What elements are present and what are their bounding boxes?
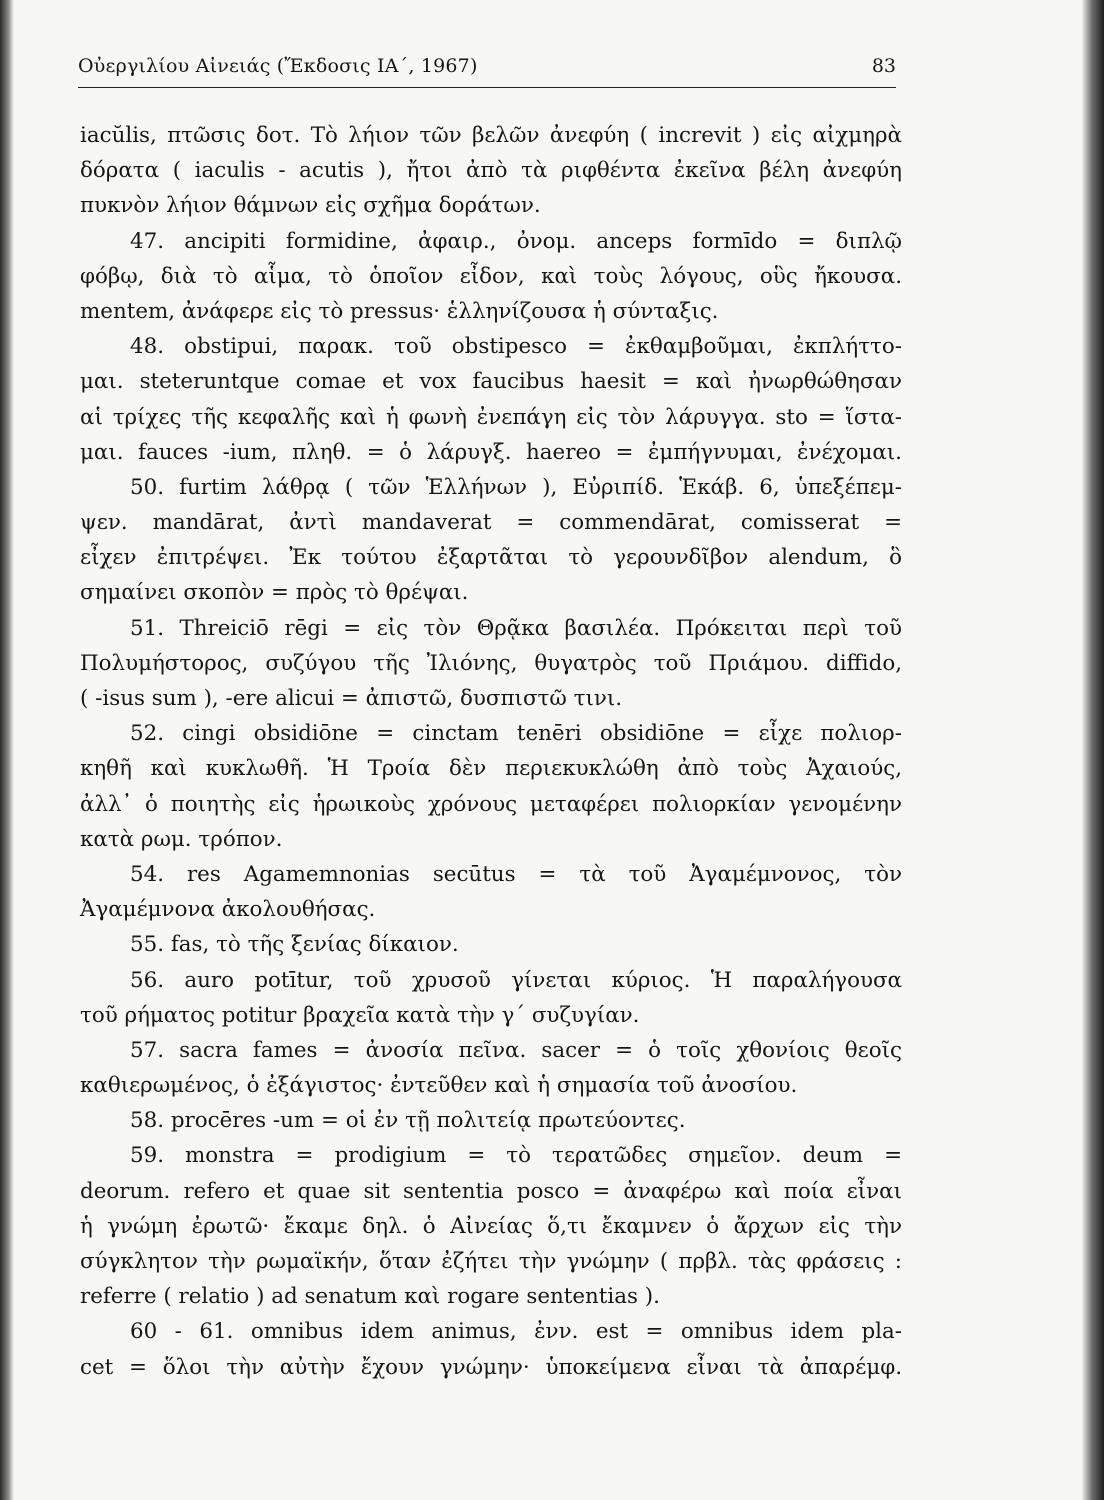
text-line: 58. procēres -um = οἱ ἐν τῇ πολιτείᾳ πρωτεύοντες. — [130, 1108, 686, 1134]
text-line: 56. auro potītur, τοῦ χρυσοῦ γίνεται κύριος. Ἡ παραλήγουσα — [130, 967, 902, 993]
page-number: 83 — [871, 55, 896, 77]
running-header — [78, 55, 896, 85]
header-rule — [78, 87, 896, 88]
text-line: φόβῳ, διὰ τὸ αἷμα, τὸ ὁποῖον εἶδον, καὶ τοὺς λόγους, οὓς ἤκουσα. — [80, 263, 902, 289]
page-right-edge-shadow — [1082, 0, 1104, 1500]
text-line: πυκνὸν λήιον θάμνων εἰς σχῆμα δοράτων. — [80, 193, 541, 219]
text-line: αἱ τρίχες τῆς κεφαλῆς καὶ ἡ φωνὴ ἐνεπάγη εἰς τὸν λάρυγγα. sto = ἵστα- — [80, 404, 902, 430]
text-line: cet = ὅλοι τὴν αὐτὴν ἔχουν γνώμην· ὑποκείμενα εἶναι τὰ ἀπαρέμφ. — [80, 1354, 902, 1380]
text-line: σύγκλητον τὴν ρωμαϊκήν, ὅταν ἐζήτει τὴν γνώμην ( πρβλ. τὰς φράσεις : — [80, 1249, 902, 1274]
text-line: ἀλλ᾽ ὁ ποιητὴς εἰς ἡρωικοὺς χρόνους μεταφέρει πολιορκίαν γενομένην — [80, 791, 902, 817]
text-line: 47. ancipiti formidine, ἀφαιρ., ὀνομ. anceps formīdo = διπλῷ — [130, 228, 902, 254]
text-line: mentem, ἀνάφερε εἰς τὸ pressus· ἑλληνίζουσα ἡ σύνταξις. — [80, 298, 719, 324]
commentary-text — [80, 118, 902, 1385]
text-line: 52. cingi obsidiōne = cinctam tenēri obsidiōne = εἶχε πολιορ- — [130, 721, 902, 747]
text-line: deorum. refero et quae sit sententia posco = ἀναφέρω καὶ ποία εἶναι — [80, 1178, 902, 1204]
text-line: 54. res Agamemnonias secūtus = τὰ τοῦ Ἀγαμέμνονος, τὸν — [130, 861, 902, 887]
text-line: δόρατα ( iaculis - acutis ), ἤτοι ἀπὸ τὰ ριφθέντα ἐκεῖνα βέλη ἀνεφύη — [80, 158, 902, 184]
text-line: εἶχεν ἐπιτρέψει. Ἐκ τούτου ἐξαρτᾶται τὸ γερουνδῖβον alendum, ὃ — [80, 545, 902, 571]
page-left-edge-shadow — [0, 0, 14, 1500]
text-line: 51. Threiciō rēgi = εἰς τὸν Θρᾷκα βασιλέα. Πρόκειται περὶ τοῦ — [130, 615, 902, 641]
text-line: ψεν. mandārat, ἀντὶ mandaverat = commendārat, comisserat = — [80, 510, 902, 536]
text-line: μαι. fauces -ium, πληθ. = ὁ λάρυγξ. haereo = ἐμπήγνυμαι, ἐνέχομαι. — [80, 439, 902, 465]
running-title: Οὐεργιλίου Αἰνειάς (Ἔκδοσις ΙΑ΄, 1967) — [78, 55, 478, 77]
text-line: κηθῆ καὶ κυκλωθῆ. Ἡ Τροία δὲν περιεκυκλώθη ἀπὸ τοὺς Ἀχαιούς, — [80, 756, 902, 782]
text-line: ἡ γνώμη ἐρωτῶ· ἔκαμε δηλ. ὁ Αἰνείας ὅ,τι ἔκαμνεν ὁ ἄρχων εἰς τὴν — [80, 1213, 902, 1239]
text-line: 48. obstipui, παρακ. τοῦ obstipesco = ἐκθαμβοῦμαι, ἐκπλήττο- — [130, 334, 902, 360]
text-line: κατὰ ρωμ. τρόπον. — [80, 826, 283, 852]
text-line: τοῦ ρήματος potitur βραχεῖα κατὰ τὴν γ΄ συζυγίαν. — [80, 1002, 640, 1028]
text-line: σημαίνει σκοπὸν = πρὸς τὸ θρέψαι. — [80, 580, 469, 606]
text-line: Πολυμήστορος, συζύγου τῆς Ἰλιόνης, θυγατρὸς τοῦ Πριάμου. diffido, — [80, 650, 902, 676]
text-line: μαι. steteruntque comae et vox faucibus haesit = καὶ ἠνωρθώθησαν — [80, 369, 902, 395]
text-line: 50. furtim λάθρᾳ ( τῶν Ἑλλήνων ), Εὐριπίδ. Ἑκάβ. 6, ὑπεξέπεμ- — [130, 474, 902, 500]
text-line: 57. sacra fames = ἀνοσία πεῖνα. sacer = ὁ τοῖς χθονίοις θεοῖς — [130, 1037, 902, 1063]
text-line: ( -isus sum ), -ere alicui = ἀπιστῶ, δυσπιστῶ τινι. — [80, 686, 623, 711]
text-line: 60 - 61. omnibus idem animus, ἐνν. est = omnibus idem pla- — [130, 1319, 902, 1345]
text-line: iacŭlis, πτῶσις δοτ. Τὸ λήιον τῶν βελῶν ἀνεφύη ( increvit ) εἰς αἰχμηρὰ — [80, 123, 902, 148]
text-line: 55. fas, τὸ τῆς ξενίας δίκαιον. — [130, 932, 459, 958]
text-line: Ἀγαμέμνονα ἀκολουθήσας. — [80, 897, 376, 923]
text-line: 59. monstra = prodigium = τὸ τερατῶδες σημεῖον. deum = — [130, 1143, 902, 1169]
text-line: referre ( relatio ) ad senatum καὶ rogare sententias ). — [80, 1284, 660, 1310]
text-line: καθιερωμένος, ὁ ἐξάγιστος· ἐντεῦθεν καὶ ἡ σημασία τοῦ ἀνοσίου. — [80, 1073, 798, 1099]
